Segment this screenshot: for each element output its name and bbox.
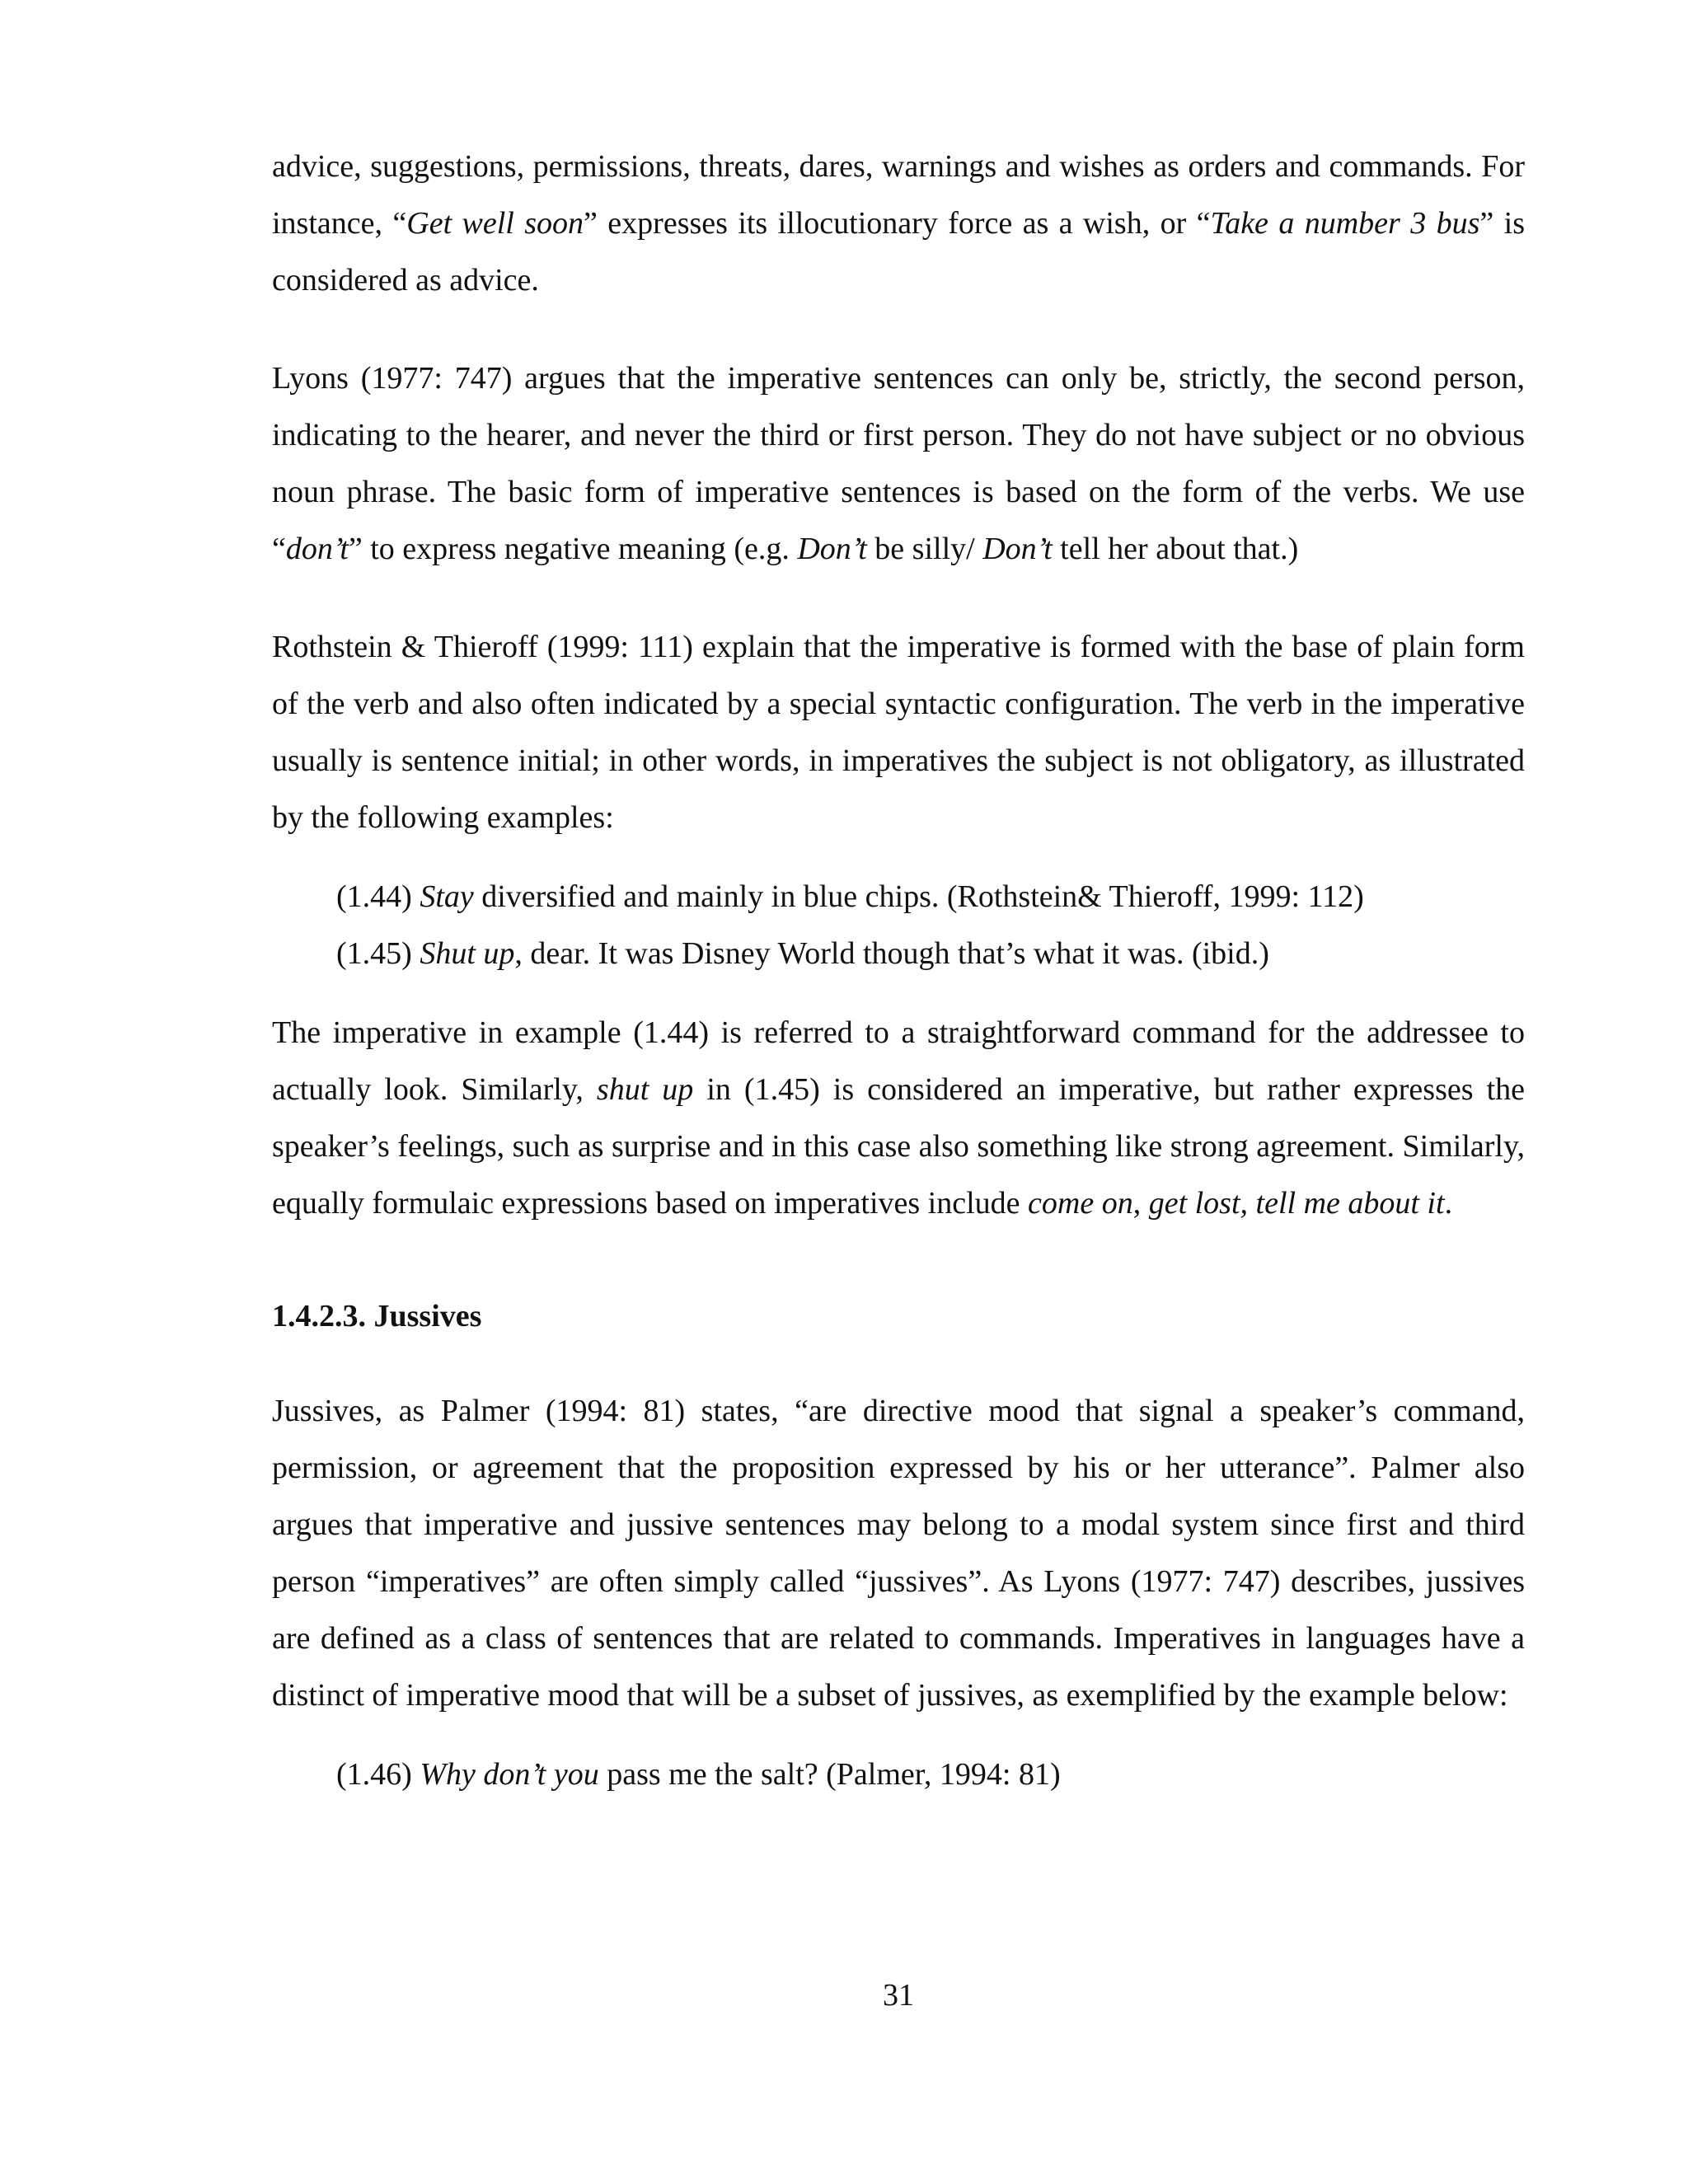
text-run: , dear. It was Disney World though that’s what it was. (ibid.): [514, 936, 1269, 971]
italic-example: Don’t: [982, 532, 1053, 566]
text-run: The imperative in example (1.44) is referred to a straightforward command for the addressee to actually look. Similarly,: [272, 1015, 1525, 1107]
text-run: ” to express negative meaning (e.g.: [348, 532, 798, 566]
example-1-44: [336, 869, 1525, 926]
paragraph-advice: [272, 138, 1525, 309]
italic-example: Shut up: [420, 936, 515, 971]
text-run: .: [1444, 1186, 1453, 1221]
example-number: (1.44): [336, 879, 420, 914]
italic-example: Get well soon: [406, 206, 584, 241]
text-run: be silly/: [866, 532, 983, 566]
italic-example: come on: [1028, 1186, 1133, 1221]
text-run: in (1.45) is considered an imperative, but rather expresses the speaker’s feelings, such as surprise and in this case also something like strong agreement. Similarly, equally formulaic expressions based on imperatives include: [272, 1072, 1525, 1221]
paragraph-jussives: Jussives, as Palmer (1994: 81) states, “are directive mood that signal a speaker’s command, permission, or agreement that the proposition expressed by his or her utterance”. Palmer also argues that imperative and jussive sentences may belong to a modal system since first and third person “imperatives” are often simply called “jussives”. As Lyons (1977: 747) describes, jussives are defined as a class of sentences that are related to commands. Imperatives in languages have a distinct of imperative mood that will be a subset of jussives, as exemplified by the example below:: [272, 1394, 1525, 1713]
italic-example: don’t: [285, 532, 349, 566]
text-run: Lyons (1977: 747) argues that the imperative sentences can only be, strictly, the second person, indicating to the hearer, and never the third or first person. They do not have subject or no obvious noun phrase. The basic form of imperative sentences is based on the form of the verbs. We use “: [272, 361, 1525, 566]
text-run: pass me the salt? (Palmer, 1994: 81): [598, 1757, 1061, 1792]
paragraph-lyons: [272, 350, 1525, 578]
italic-example: Take a number 3 bus: [1210, 206, 1480, 241]
paragraph-rothstein: Rothstein & Thieroff (1999: 111) explain that the imperative is formed with the base of plain form of the verb and also often indicated by a special syntactic configuration. The verb in the imperative usually is sentence initial; in other words, in imperatives the subject is not obligatory, as illustrated by the following examples:: [272, 630, 1525, 835]
example-1-45: [336, 926, 1525, 982]
italic-example: get lost, tell me about it: [1148, 1186, 1445, 1221]
page-body: [272, 138, 1525, 1803]
italic-example: shut up: [596, 1072, 694, 1107]
text-run: tell her about that.): [1052, 532, 1299, 566]
text-run: diversified and mainly in blue chips. (Rothstein& Thieroff, 1999: 112): [473, 879, 1364, 914]
page-number: 31: [883, 1978, 914, 2013]
text-run: advice, suggestions, permissions, threats, dares, warnings and wishes as orders and commands. For instance, “: [272, 149, 1525, 241]
italic-example: Stay: [420, 879, 474, 914]
text-run: ,: [1132, 1186, 1149, 1221]
example-1-46: [336, 1746, 1525, 1803]
italic-example: Why don’t you: [420, 1757, 599, 1792]
paragraph-imperative-example: [272, 1005, 1525, 1232]
italic-example: Don’t: [797, 532, 867, 566]
section-heading: 1.4.2.3. Jussives: [272, 1299, 482, 1333]
example-number: (1.46): [336, 1757, 420, 1792]
text-run: ” is considered as advice.: [272, 206, 1525, 298]
text-run: ” expresses its illocutionary force as a wish, or “: [584, 206, 1211, 241]
example-number: (1.45): [336, 936, 420, 971]
